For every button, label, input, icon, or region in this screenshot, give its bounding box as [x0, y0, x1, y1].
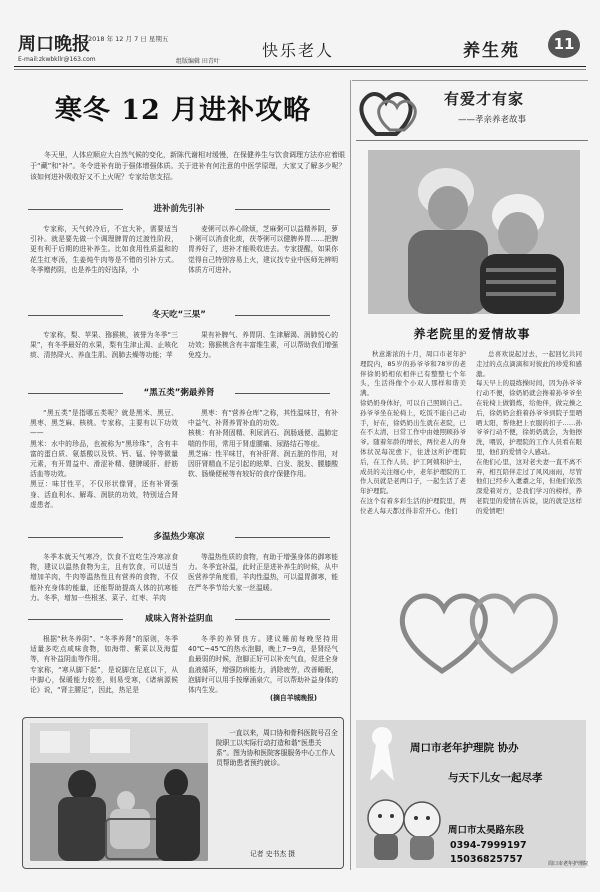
article-title: 寒冬 12 月进补攻略 — [54, 95, 312, 126]
section-heading-warm-foods: 多温热少寒凉 — [18, 530, 340, 544]
elderly-couple-photo — [368, 150, 580, 314]
article-intro: 冬天里，人体应顺应大自然气候的变化，新陈代谢相对缓慢，在保健养生与饮食调理方法亦应着眼于“藏”和“补”。冬令进补有助于强体增强体质。关于进补有何注意的中医学原理，大家又了解多少呢？该如何进补吸收好又不上火呢？专家给您支招。 — [30, 151, 346, 181]
section-heading-pre-tonic: 进补前先引补 — [18, 202, 340, 216]
double-heart-icon — [356, 84, 436, 140]
section-text-left: 冬季本就天气寒冷，饮食不宜吃生冷寒凉食物，建议以温热食物为主，且有饮食，可以适当增加羊肉，牛肉等温热性且有营养的食物，不仅能补充身体的能量，还能帮助提高人体的抗寒能力。冬季，增加一些根茎、菜子、红枣、羊肉 — [30, 553, 178, 602]
mascot-icon — [362, 790, 446, 864]
section-text-left: “黑五类”是指哪五类呢？就是黑米、黑豆、黑枣、黑芝麻、核桃。专家称，主要有以下功效—— 黑米：水中的珍品，也被称为“黑珍珠”，含有丰富的蛋白质、氨基酸以及铁、钙、锰、锌等微量元素，有开胃益中、滑涩补精、健脾暖肝、舒筋活血等功效。 黑豆：味甘性平，不仅形状像肾，还有补肾强身、活血利水、解毒、润肤的功效，特别适合肾虚患者。 — [30, 409, 178, 509]
section-title: 快乐老人 — [262, 41, 335, 60]
sponsor-line: 周口市老年护理院 协办 — [410, 742, 519, 754]
love-column-title: 有爱才有家 — [444, 90, 525, 108]
section-heading-three-fruits: 冬天吃“三果” — [18, 308, 340, 322]
paper-name: 周口晚报 — [18, 34, 90, 55]
section-text-right: 果有补脾气、养胃阴、生津解渴、润肺悦心的功效；猕猴桃含有丰富维生素，可以帮助我们增强免疫力。 — [188, 331, 338, 360]
story-text-right: 总喜欢说起过去，一起回忆共同走过的点点滴滴和对彼此的珍爱和感激。 每天早上的晨练操时间，因为孙爷爷行动不便，徐奶奶就会搀着孙爷爷坐在轮椅上做锻炼，给他伴，做完操之后，徐奶奶会推着孙爷爷到院子里晒晒太阳，帮他把上衣服的扣子……孙爷爷行动不便，徐奶奶就会，为他擦洗，喂饭，护理院的工作人员看在眼里，他们的爱情令人感动。 在他们心里，这对老夫妻一直不离不弃，相互陪伴走过了风风雨雨，尽管他们已经步入耄耋之年，但他们依然深爱着对方，是我们学习的榜样，养老院里的爱情在诉说，说的就是这样的爱情吧！ — [476, 350, 582, 515]
section-text-left: 专家称，天气转冷后，不宜大补，需要适当引补。就是要先做一个调理脾胃的过渡性阶段，更有利于后期的进补养生。比如食用性质温和的花生红枣汤，生姜炖牛肉等是不错的引补方式。冬季赠药阴，也是养生的好选择，小 — [30, 225, 178, 274]
photo-caption: 一直以来，周口协和骨科医院号召全院职工以实际行动打造和谐“医患关系”。图为协和医院客服服务中心工作人员帮助患者预约就诊。 — [216, 729, 338, 767]
sponsor-phone-landline: 0394-7999197 — [450, 840, 527, 851]
sponsor-address: 周口市太昊路东段 — [448, 825, 525, 836]
story-title: 养老院里的爱情故事 — [413, 327, 531, 341]
hearts-decoration — [392, 585, 562, 677]
section-heading-black-five: “黑五类”粥最养肾 — [18, 386, 340, 400]
masthead-rule — [14, 66, 586, 67]
issue-date: 2018 年 12 月 7 日 星期五 — [88, 35, 169, 43]
photo-credit: 记者 史书杰 摄 — [250, 850, 296, 858]
column-divider — [350, 80, 351, 870]
hospital-scene-image — [30, 723, 208, 861]
section-text-right: 麦粥可以养心除烦，芝麻粥可以益精养阴，萝卜粥可以消食化痰，茯苓粥可以健脾养胃……把脾胃养好了，进补才能吸收进去。专家提醒，如果你觉得自己特别容易上火，建议找专业中医师先辨明体质方可进补。 — [188, 225, 338, 274]
contact-email: E-mail:zkwbkllr@163.com — [18, 56, 96, 63]
sponsor-small-label: 周口市老年护理院 — [548, 861, 589, 867]
hospital-photo — [30, 723, 208, 861]
heart-pair-icon — [392, 585, 562, 677]
column-title: 养生苑 — [463, 41, 520, 61]
sponsor-slogan: 与天下儿女一起尽孝 — [448, 772, 543, 784]
page-number-badge: 11 — [548, 30, 580, 58]
section-heading-salty-kidney: 咸味入肾补益阴血 — [18, 612, 340, 626]
love-column-rule — [356, 140, 588, 141]
section-text-left: 专家称，梨、苹果、猕猴桃，被誉为冬季“三果”，有冬季最好的水果，梨有生津止渴、止咳化痰、清热降火、养血生肌、润肺去燥等功能；苹 — [30, 331, 178, 360]
layout-editor: 组版编辑 田青叶 — [176, 58, 220, 65]
section-text-right: 冬季的养肾良方。建议睡前每晚坚持用40℃~45℃的热水泡脚，晚上7~9点，是肾经气血最弱的时候，泡脚正好可以补充气血，促进全身血液循环，增强防病能力，消除疲劳，改善睡眠，泡脚时可以用手按摩涌泉穴，可以帮助补益身体的体内生发。 — [188, 635, 338, 694]
sponsor-phone-mobile: 15036825757 — [450, 854, 523, 865]
love-column-subtitle: ——孝亲养老故事 — [458, 115, 527, 125]
masthead-rule-secondary — [14, 69, 586, 70]
ribbon-icon — [362, 723, 402, 783]
right-box-top-rule — [352, 80, 588, 81]
section-text-right: 等温热性质的食物，有助于增强身体的御寒能力。冬季宜补温，此时正是进补养生的时候，从中医营养学角度看，羊肉性温热，可以温胃御寒，能在严冬季节给大家一丝温暖。 — [188, 553, 338, 592]
section-text-right: 黑枣：有“营养仓库”之称，其性温味甘，有补中益气、补肾养胃补血的功效。 核桃：有补肾固精、利尿消石、润肠通便、温肺定喘的作用，常用于肾虚腰痛、尿路结石等症。 黑芝麻：性平味甘，有补肝肾、润五脏的作用，对因肝肾精血不足引起的眩晕、白发、脱发、腰膝酸软、肠燥便秘等有较好的食疗保健作用。 — [188, 409, 338, 479]
article-source: (摘自羊城晚报) — [270, 694, 317, 702]
story-text-left: 秋意渐浓的十月，周口市老年护理院内，85岁的孙爷爷和78岁的老伴徐奶奶相依相伴已有整整七个年头，生活得像个小双人那样和谐美满。 徐奶奶身体好，可以自己照顾自己。孙爷爷坐在轮椅上，吃饭不能自己动手，好在，徐奶奶出生就在老院，已在不太清，日常工作中由她照顾孙爷爷。随着年龄的增长，两位老人的身体状况每况愈下，住进这所护理院后，在工作人员、护工阿姨和护士，成员的关注细心中，老年护理院的工作人员就是老两口子，一起生活了老年护理院。 在这个有着多彩生活的护理院里，两位老人每天都过得非常开心。他们 — [360, 350, 466, 515]
elderly-couple-image — [368, 150, 580, 314]
section-text-left: 根据“秋冬养阴”、“冬季养肾”的原则，冬季适量多吃点咸味食物，如海带、紫菜以及海蜇等，有补益阴血等作用。 专家称，“寒从脚下起”，是说脚在足底以下，从中脚心，保暖能力较差，则易受寒，《诸病源候论》说，“肾主腰足”，因此，热足是 — [30, 635, 178, 695]
